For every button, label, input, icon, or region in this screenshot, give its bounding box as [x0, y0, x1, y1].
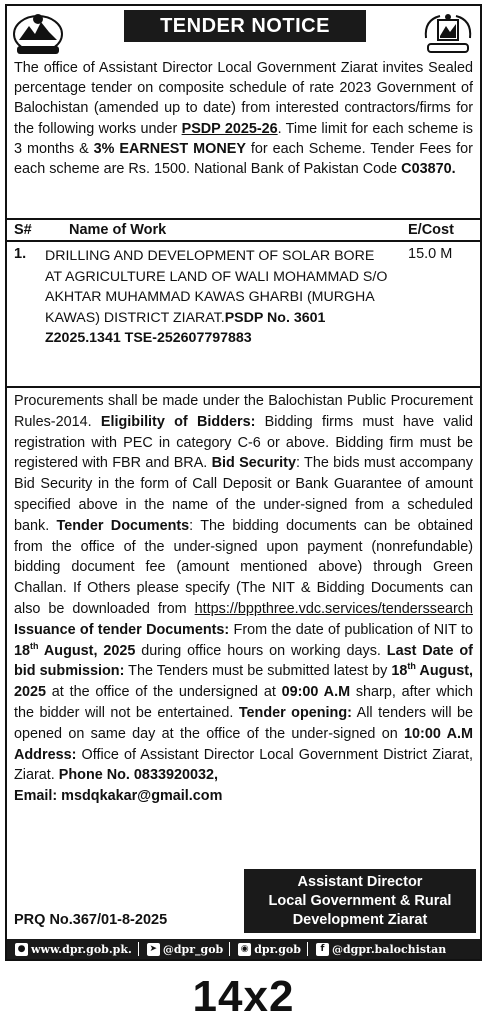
- intro-text: . Time limit for each scheme is 3 months &: [14, 120, 473, 157]
- facebook-text: @dgpr.balochistan: [331, 942, 447, 956]
- signature-block: [244, 869, 476, 933]
- date-day: 18: [391, 663, 408, 680]
- terms-paragraph: [7, 388, 480, 807]
- globe-icon: ●: [15, 943, 28, 956]
- body-text: : The bidding documents can be obtained from the office of the under-signed upon payment (nonrefundable) bidding document fee (amount mentioned above) through Green Challan. If Others please specify (The NIT & Bidding Documents can also be downloaded from: [14, 517, 473, 617]
- work-code: PSDP No. 3601 Z2025.1341 TSE-252607797883: [45, 309, 326, 346]
- body-text: All tenders will be opened on same day at the office of the under-signed on: [14, 704, 473, 742]
- header-sn: S#: [14, 222, 32, 238]
- social-website[interactable]: [15, 943, 132, 956]
- signatory-department: Local Government & Rural: [268, 893, 452, 909]
- page-title: TENDER NOTICE: [124, 10, 366, 42]
- date-suffix: th: [30, 640, 39, 651]
- earnest-money: 3% EARNEST MONEY: [93, 140, 246, 157]
- opening-time: 10:00 A.M: [404, 725, 473, 742]
- tender-search-link[interactable]: https://bppthree.vdc.services/tenderssearch: [194, 600, 473, 617]
- eligibility-label: Eligibility of Bidders:: [100, 413, 256, 430]
- row-cost: 15.0 M: [408, 246, 453, 262]
- table-row: [7, 242, 480, 388]
- tender-opening-label: Tender opening:: [238, 704, 352, 721]
- body-text: The Tenders must be submitted latest by: [124, 663, 392, 680]
- address-label: Address:: [14, 746, 77, 763]
- notice-header: [7, 6, 480, 58]
- signatory-title: Assistant Director: [297, 874, 423, 890]
- date-day: 18: [14, 642, 31, 659]
- works-table-header: [7, 220, 480, 242]
- social-facebook[interactable]: [316, 943, 446, 956]
- email-address: Email: msdqkakar@gmail.com: [14, 788, 223, 805]
- twitter-icon: ➤: [147, 943, 160, 956]
- last-date-label: Last Date of bid submission:: [14, 642, 473, 680]
- body-text: at the office of the undersigned at: [46, 684, 282, 701]
- notice-footer: [7, 867, 480, 937]
- signatory-location: Development Ziarat: [292, 912, 428, 928]
- date-rest: August, 2025: [38, 642, 136, 659]
- divider: [229, 942, 230, 956]
- header-cost: E/Cost: [408, 222, 454, 238]
- body-text: From the date of publication of NIT to: [229, 621, 473, 638]
- issuance-date: [14, 640, 136, 659]
- intro-text: for each Scheme. Tender Fees for each scheme are Rs. 1500. National Bank of Pakistan Code: [14, 140, 473, 178]
- bid-security-label: Bid Security: [211, 455, 296, 472]
- work-description: DRILLING AND DEVELOPMENT OF SOLAR BORE AT AGRICULTURE LAND OF WALI MOHAMMAD S/O AKHTAR MUHAMMAD KAWAS GHARBI (MURGHA KAWAS) DISTRICT ZIARAT.: [45, 248, 388, 326]
- header-work: Name of Work: [69, 222, 167, 238]
- left-emblem-icon: [11, 10, 65, 56]
- body-text: Office of Assistant Director Local Government District Ziarat, Ziarat.: [14, 746, 473, 784]
- psdp-label: PSDP 2025-26: [181, 120, 278, 137]
- divider: [138, 942, 139, 956]
- row-sn: 1.: [14, 246, 27, 262]
- body-text: during office hours on working days.: [135, 642, 387, 659]
- date-suffix: th: [407, 661, 416, 672]
- submission-time: 09:00 A.M: [281, 684, 351, 701]
- social-twitter[interactable]: [147, 943, 223, 956]
- divider: [307, 942, 308, 956]
- body-text: Bidding firms must have valid registration with PEC in category C-6 or above. Bidding firm must be registered with FBR and BRA.: [14, 413, 473, 472]
- phone-number: Phone No. 0833920032,: [58, 767, 218, 784]
- prq-number: PRQ No.367/01-8-2025: [14, 912, 168, 928]
- tender-notice: [5, 4, 482, 961]
- social-bar: [7, 939, 480, 959]
- body-text: sharp, after which the bidder will not be entertained.: [14, 684, 473, 721]
- row-work: [45, 246, 408, 386]
- bank-code: C03870.: [401, 161, 456, 178]
- body-text: Procurements shall be made under the Balochistan Public Procurement Rules-2014.: [14, 393, 473, 430]
- intro-text: The office of Assistant Director Local Government Ziarat invites Sealed percentage tender on composite schedule of rate 2023 Government of Balochistan (amended up to date) from interested contractors/firms for the following works under: [14, 60, 473, 137]
- body-text: : The bids must accompany Bid Security in the form of Call Deposit or Bank Guarantee of amount specified above in the name of the under-signed from a scheduled bank.: [14, 455, 473, 534]
- facebook-icon: f: [316, 943, 329, 956]
- website-text: www.dpr.gob.pk.: [31, 942, 132, 956]
- instagram-text: dpr.gob: [254, 942, 301, 956]
- ad-size-label: 14x2: [192, 972, 295, 1021]
- instagram-icon: ◉: [238, 943, 251, 956]
- intro-paragraph: [7, 58, 480, 220]
- date-rest: August, 2025: [14, 663, 473, 701]
- tender-documents-label: Tender Documents: [56, 517, 190, 534]
- social-instagram[interactable]: [238, 943, 301, 956]
- twitter-text: @dpr_gob: [162, 942, 224, 956]
- right-emblem-icon: [420, 10, 476, 56]
- issuance-label: Issuance of tender Documents:: [14, 621, 230, 638]
